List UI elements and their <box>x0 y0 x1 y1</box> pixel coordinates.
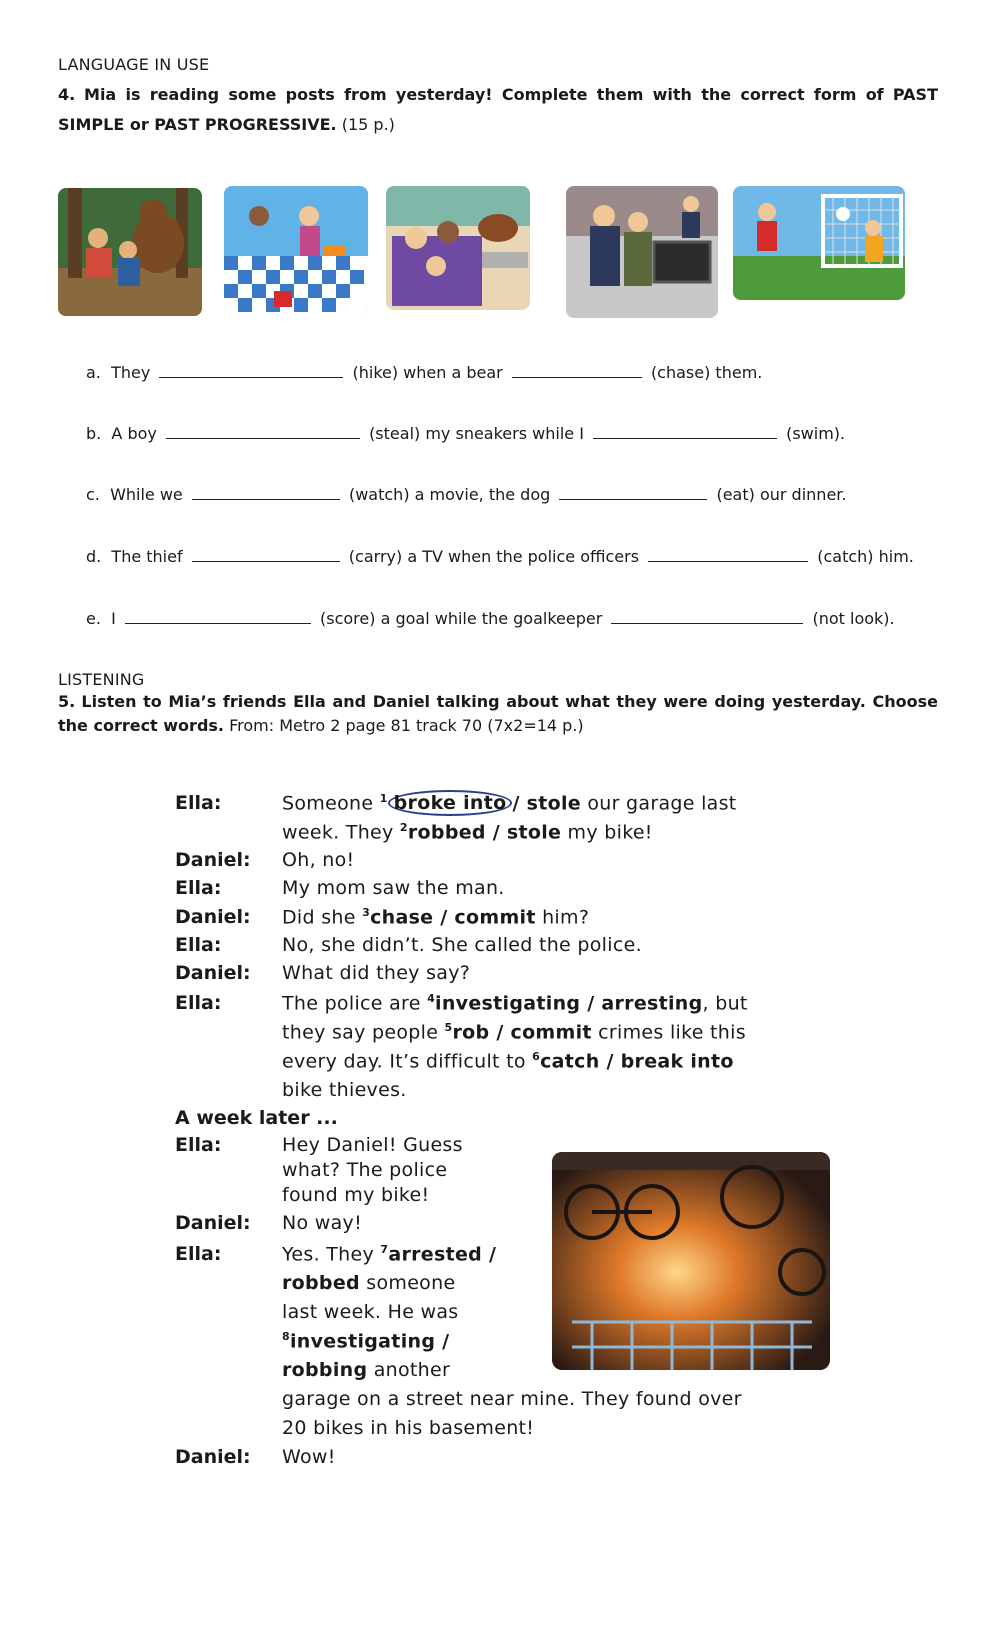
speaker-ella: Ella: <box>175 792 222 814</box>
dialogue-line: last week. He was <box>282 1301 459 1323</box>
answer-blank[interactable] <box>559 485 707 500</box>
dialogue-line: 20 bikes in his basement! <box>282 1417 535 1439</box>
choice-circled[interactable]: broke into <box>388 790 513 816</box>
exercise-text: (catch) him. <box>817 547 914 566</box>
exercise-letter: c. <box>86 485 100 504</box>
exercise-letter: a. <box>86 363 101 382</box>
exercise-text: (steal) my sneakers while I <box>369 424 584 443</box>
dialogue-line <box>282 1021 746 1043</box>
hiking-bear-picture <box>58 188 202 316</box>
exercise-text: (chase) them. <box>650 363 763 382</box>
answer-blank[interactable] <box>159 363 343 378</box>
speaker-daniel: Daniel: <box>175 849 251 871</box>
exercise-a <box>86 363 762 382</box>
exercise-b <box>86 424 845 443</box>
speaker-ella: Ella: <box>175 934 222 956</box>
question-number: 4 <box>427 992 436 1005</box>
line-text: week. They <box>282 821 400 844</box>
movie-dog-picture <box>386 186 530 310</box>
dialogue-line <box>282 906 589 928</box>
task-5-text: Listen to Mia’s friends Ella and Daniel talking about what they were doing yesterday. Choose the correct words. <box>58 692 938 735</box>
question-number: 8 <box>282 1330 290 1343</box>
dialogue-line: what? The police <box>282 1159 448 1181</box>
choice[interactable]: arrested / <box>388 1243 497 1266</box>
exercise-letter: d. <box>86 547 102 566</box>
exercise-text: (swim). <box>786 424 846 443</box>
exercise-text: (watch) a movie, the dog <box>348 485 551 504</box>
question-number: 2 <box>399 821 408 834</box>
dialogue-line <box>282 792 737 814</box>
speaker-daniel: Daniel: <box>175 962 251 984</box>
speaker-ella: Ella: <box>175 1134 222 1156</box>
task-4-number: 4. <box>58 85 76 104</box>
dialogue-line: Oh, no! <box>282 849 355 871</box>
answer-blank[interactable] <box>166 424 360 439</box>
exercise-letter: e. <box>86 609 101 628</box>
dialogue-line: My mom saw the man. <box>282 877 505 899</box>
dialogue-line: garage on a street near mine. They found over <box>282 1388 742 1410</box>
line-text: crimes like this <box>591 1021 746 1044</box>
answer-blank[interactable] <box>192 485 340 500</box>
task-4-text: Mia is reading some posts from yesterday! Complete them with the correct form of PAST SIMPLE or PAST PROGRESSIVE. <box>58 85 938 134</box>
dialogue-line <box>282 1243 496 1265</box>
task-4-points: (15 p.) <box>341 115 395 134</box>
section-title-listening: LISTENING <box>58 670 145 689</box>
line-text: Yes. They <box>282 1243 381 1266</box>
answer-blank[interactable] <box>611 609 803 624</box>
speaker-daniel: Daniel: <box>175 906 251 928</box>
question-number: 6 <box>532 1050 541 1063</box>
dialogue-line: What did they say? <box>282 962 471 984</box>
line-text: Did she <box>282 906 363 929</box>
dialogue-line: found my bike! <box>282 1184 430 1206</box>
question-number: 3 <box>362 906 371 919</box>
exercise-text: (not look). <box>812 609 895 628</box>
choice[interactable]: chase / commit <box>370 906 536 929</box>
section-title-language: LANGUAGE IN USE <box>58 55 210 74</box>
police-thief-picture <box>566 186 718 318</box>
question-number: 5 <box>444 1021 453 1034</box>
line-text: , but <box>702 992 748 1015</box>
answer-blank[interactable] <box>648 547 808 562</box>
question-number: 7 <box>380 1243 389 1256</box>
garage-bikes-photo <box>552 1152 830 1370</box>
speaker-ella: Ella: <box>175 1243 222 1265</box>
line-text: every day. It’s difficult to <box>282 1050 533 1073</box>
line-text: my bike! <box>561 821 653 844</box>
speaker-ella: Ella: <box>175 992 222 1014</box>
exercise-text: I <box>111 609 116 628</box>
answer-blank[interactable] <box>593 424 777 439</box>
exercise-text: A boy <box>111 424 157 443</box>
answer-blank[interactable] <box>192 547 340 562</box>
task-5-source: From: Metro 2 page 81 track 70 (7x2=14 p.) <box>229 716 584 735</box>
dialogue-line <box>282 821 653 843</box>
dialogue-line <box>282 1272 455 1294</box>
answer-blank[interactable] <box>125 609 311 624</box>
line-text: The police are <box>282 992 428 1015</box>
line-text: him? <box>535 906 590 929</box>
speaker-daniel: Daniel: <box>175 1212 251 1234</box>
dialogue-line: No, she didn’t. She called the police. <box>282 934 642 956</box>
exercise-text: (carry) a TV when the police officers <box>348 547 640 566</box>
exercise-text: (hike) when a bear <box>352 363 503 382</box>
exercise-text: (score) a goal while the goalkeeper <box>320 609 603 628</box>
soccer-goal-picture <box>733 186 905 300</box>
exercise-text: While we <box>110 485 183 504</box>
exercise-d <box>86 547 914 566</box>
line-text: our garage last <box>580 792 737 815</box>
dialogue-line: Hey Daniel! Guess <box>282 1134 463 1156</box>
exercise-text: (eat) our dinner. <box>716 485 847 504</box>
exercise-letter: b. <box>86 424 102 443</box>
exercise-text: They <box>111 363 151 382</box>
line-text: another <box>367 1359 451 1381</box>
dialogue-line <box>282 1050 734 1072</box>
choice[interactable]: investigating / <box>289 1330 450 1353</box>
exercise-c <box>86 485 846 504</box>
task-4-instruction <box>58 80 938 140</box>
dialogue-line: bike thieves. <box>282 1079 407 1101</box>
choice[interactable]: robbing <box>282 1359 368 1381</box>
choice[interactable]: catch / break into <box>540 1050 734 1073</box>
answer-blank[interactable] <box>512 363 642 378</box>
dialogue-line: Wow! <box>282 1446 336 1468</box>
dialogue-line <box>282 1330 449 1352</box>
line-text: they say people <box>282 1021 445 1044</box>
choice[interactable]: robbed <box>282 1272 360 1294</box>
dialogue-line <box>282 1359 450 1381</box>
task-5-number: 5. <box>58 692 76 711</box>
line-text: someone <box>359 1272 456 1294</box>
speaker-daniel: Daniel: <box>175 1446 251 1468</box>
speaker-ella: Ella: <box>175 877 222 899</box>
choice[interactable]: rob / commit <box>452 1021 592 1044</box>
pool-sneakers-picture <box>224 186 368 314</box>
line-text: Someone <box>282 792 380 815</box>
choice[interactable]: robbed / stole <box>407 821 562 844</box>
dialogue-line: No way! <box>282 1212 363 1234</box>
week-later-heading: A week later ... <box>175 1107 338 1129</box>
choice[interactable]: investigating / arresting <box>435 992 703 1015</box>
exercise-text: The thief <box>111 547 183 566</box>
task-5-instruction <box>58 690 938 738</box>
dialogue-line <box>282 992 748 1014</box>
question-number: 1 <box>379 792 388 805</box>
choice[interactable]: / stole <box>512 792 581 815</box>
exercise-e <box>86 609 895 628</box>
